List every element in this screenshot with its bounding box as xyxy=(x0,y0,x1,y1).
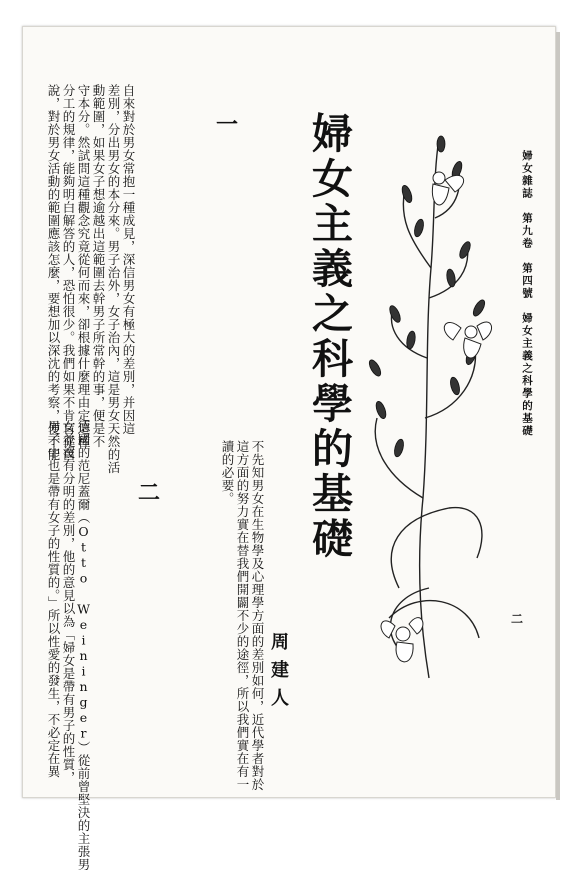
article-title: 婦女主義之科學的基礎 xyxy=(305,112,353,562)
running-header: 婦女雜誌 第九卷 第四號 婦女主義之科學的基礎 xyxy=(521,150,533,438)
page-number: 二 xyxy=(510,612,523,626)
intro-paragraph xyxy=(220,440,265,791)
vine-fairy-illustration xyxy=(359,118,497,688)
intro-column: 不先知男女在生物學及心理學方面的差別如何，近代學者對於 xyxy=(250,440,265,791)
intro-column: 讀的必要。 xyxy=(220,440,235,505)
section-2-text xyxy=(46,420,91,871)
section-2-column: 德國的范尼蓋爾（Otto Weininger）從前曾堅決的主張男 xyxy=(76,420,91,871)
page-edge-shadow xyxy=(556,32,560,800)
section-1-column: 守本分。然試問這種觀念究竟從何而來，卻根據什麼理由定這種 xyxy=(76,84,91,448)
section-1-column: 動範圍，如果女子想逾越出這範圍去幹男子所常幹的事，便是不 xyxy=(91,84,106,448)
section-1-column: 差別，分出男女的本分來。男子治外，女子治內，這是男女天然的活 xyxy=(106,84,121,474)
section-1-column: 自來對於男女常抱一種成見，深信男女有極大的差別，并因這 xyxy=(121,84,136,435)
section-1-number: 一 xyxy=(216,112,239,138)
intro-column: 這方面的努力實在替我們開闢不少的途徑，所以我們實在有一 xyxy=(235,440,250,791)
section-2-number: 二 xyxy=(138,480,161,506)
section-2-column: 男子中也是帶有女子的性質的。」所以性愛的發生，不必定在異 xyxy=(46,420,61,778)
section-2-column: 女並沒有分明的差別，他的意見以為「婦女是帶有男子的性質， xyxy=(61,420,76,784)
section-1-column: 說，對於男女活動的範圍應該怎麼，要想加以深沈的考察，便不能 xyxy=(46,84,61,461)
section-1-text xyxy=(46,84,136,474)
section-1-column: 分工的規律，能夠明白解答的人，恐怕很少。我們如果不肯盲從舊 xyxy=(61,84,76,461)
author-name: 周建人 xyxy=(268,632,289,716)
